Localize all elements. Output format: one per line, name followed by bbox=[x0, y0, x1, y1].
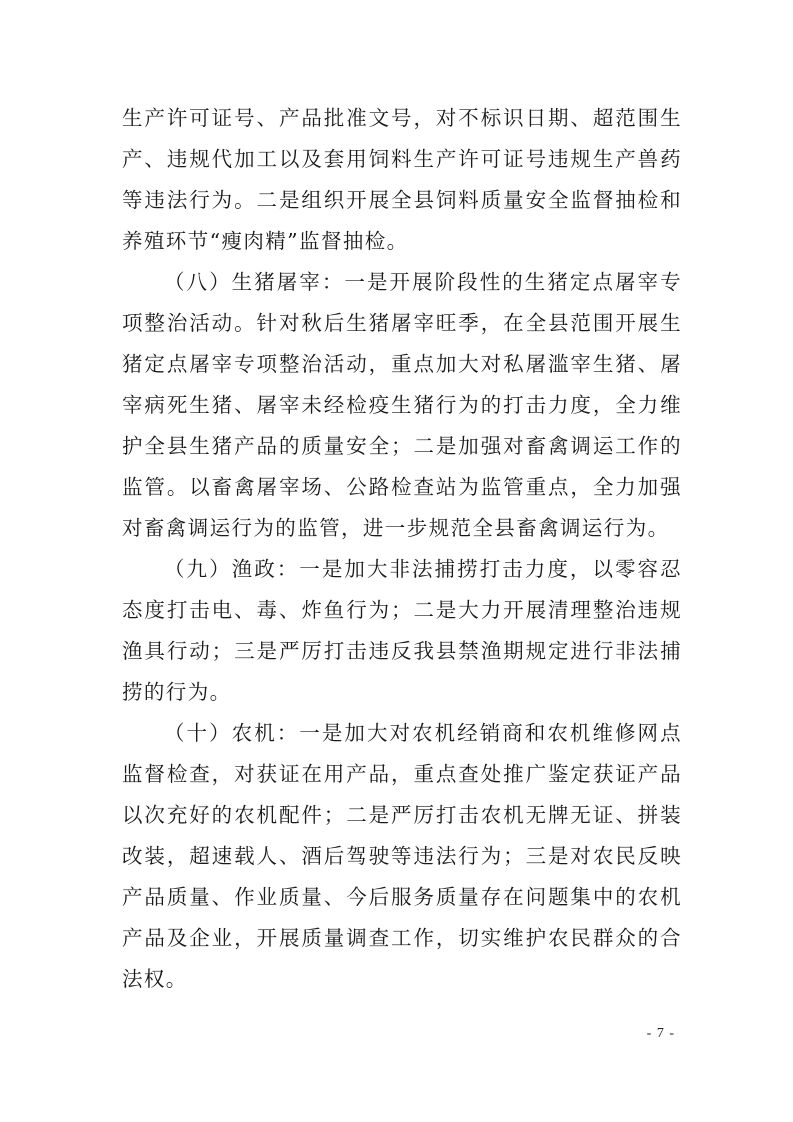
paragraph-agricultural-machinery: （十）农机：一是加大对农机经销商和农机维修网点监督检查，对获证在用产品，重点查处推广鉴定获证产品以次充好的农机配件；二是严厉打击农机无牌无证、拼装改装，超速载人、酒后驾驶等违法行为；三是对农民反映产品质量、作业质量、今后服务质量存在问题集中的农机产品及企业，开展质量调查工作，切实维护农民群众的合法权。 bbox=[122, 721, 682, 991]
paragraph-fishery: （九）渔政：一是加大非法捕捞打击力度，以零容忍态度打击电、毒、炸鱼行为；二是大力开展清理整治违规渔具行动；三是严厉打击违反我县禁渔期规定进行非法捕捞的行为。 bbox=[122, 557, 682, 704]
paragraph-continuation: 生产许可证号、产品批准文号，对不标识日期、超范围生产、违规代加工以及套用饲料生产许可证号违规生产兽药等违法行为。二是组织开展全县饲料质量安全监督抽检和养殖环节“瘦肉精”监督抽检。 bbox=[122, 106, 682, 253]
paragraph-pig-slaughter: （八）生猪屠宰：一是开展阶段性的生猪定点屠宰专项整治活动。针对秋后生猪屠宰旺季，在全县范围开展生猪定点屠宰专项整治活动，重点加大对私屠滥宰生猪、屠宰病死生猪、屠宰未经检疫生猪行为的打击力度，全力维护全县生猪产品的质量安全；二是加强对畜禽调运工作的监管。以畜禽屠宰场、公路检查站为监管重点，全力加强对畜禽调运行为的监管，进一步规范全县畜禽调运行为。 bbox=[122, 270, 682, 540]
document-body bbox=[122, 98, 682, 1000]
page-number: - 7 - bbox=[646, 1026, 675, 1041]
